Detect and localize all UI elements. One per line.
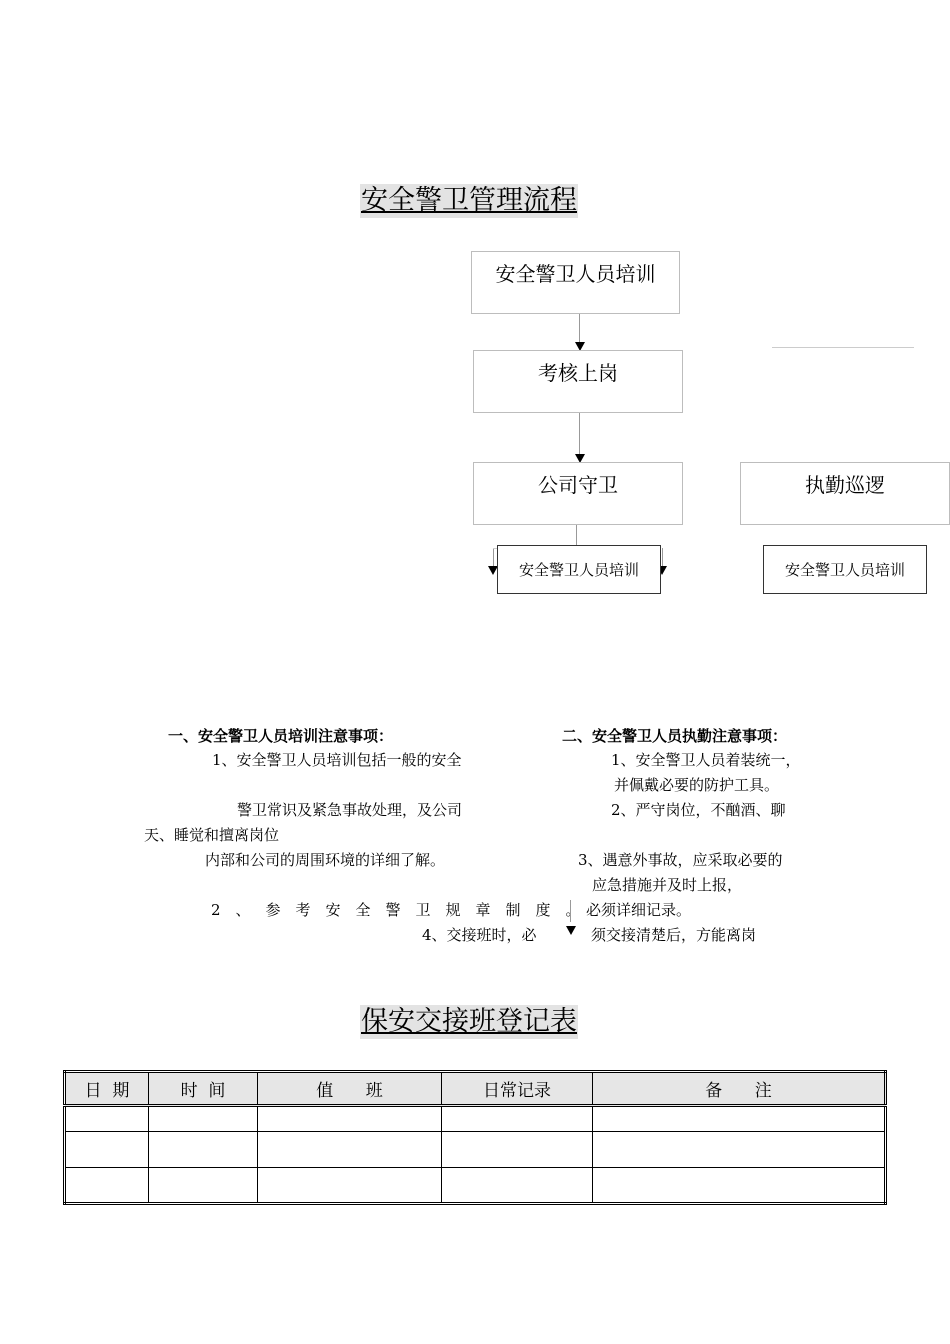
node-company-guard: 公司守卫 [473,462,683,525]
flowchart-title: 安全警卫管理流程 [361,185,577,216]
connector-line [570,900,571,922]
left-note-line: 1、安全警卫人员培训包括一般的安全 [212,751,462,769]
right-note-line: 须交接清楚后，方能离岗 [591,926,757,944]
left-notes-heading: 一、安全警卫人员培训注意事项： [168,727,394,745]
left-note-line: 4、交接班时，必 [422,926,537,944]
right-note-line: 2、严守岗位，不酗酒、聊 [611,801,786,819]
table-cell[interactable] [149,1106,258,1132]
right-note-line: 应急措施并及时上报， [592,876,743,894]
table-cell[interactable] [149,1168,258,1204]
right-note-line: 1、安全警卫人员着装统一， [611,751,801,769]
right-notes-heading: 二、安全警卫人员执勤注意事项： [562,727,788,745]
log-table [63,1070,887,1205]
node-patrol: 执勤巡逻 [740,462,950,525]
table-cell[interactable] [65,1106,149,1132]
table-cell[interactable] [65,1168,149,1204]
table-cell[interactable] [442,1168,593,1204]
table-cell[interactable] [442,1106,593,1132]
connector-line [576,525,577,545]
table-header-row [65,1072,886,1106]
column-header-duty: 值 班 [258,1072,442,1106]
column-header-date: 日 期 [65,1072,149,1106]
right-note-line: 并佩戴必要的防护工具。 [614,776,780,794]
table-cell[interactable] [442,1132,593,1168]
table-cell[interactable] [593,1132,886,1168]
left-note-line: 2、参考安全警卫规章制度。 [211,901,596,919]
log-table-title: 保安交接班登记表 [361,1006,577,1037]
arrow-down-icon [566,926,576,935]
node-sub-left: 安全警卫人员培训 [497,545,661,594]
table-cell[interactable] [258,1106,442,1132]
divider [772,347,914,348]
connector-line [662,548,663,566]
left-note-line: 内部和公司的周围环境的详细了解。 [205,851,446,869]
table-cell[interactable] [258,1168,442,1204]
left-note-line: 警卫常识及紧急事故处理，及公司 [237,801,463,819]
table-cell[interactable] [593,1106,886,1132]
node-assessment: 考核上岗 [473,350,683,413]
column-header-remarks: 备 注 [593,1072,886,1106]
column-header-daily-record: 日常记录 [442,1072,593,1106]
connector-line [493,548,494,566]
connector-line [579,314,580,342]
table-row [65,1132,886,1168]
table-row [65,1106,886,1132]
table-cell[interactable] [149,1132,258,1168]
table-cell[interactable] [258,1132,442,1168]
node-training: 安全警卫人员培训 [471,251,680,314]
table-cell[interactable] [593,1168,886,1204]
right-note-line: 3、遇意外事故，应采取必要的 [578,851,783,869]
node-sub-right: 安全警卫人员培训 [763,545,927,594]
column-header-time: 时 间 [149,1072,258,1106]
table-row [65,1168,886,1204]
left-note-line: 天、睡觉和擅离岗位 [144,826,280,844]
right-note-line: 必须详细记录。 [586,901,692,919]
table-cell[interactable] [65,1132,149,1168]
connector-line [579,413,580,454]
